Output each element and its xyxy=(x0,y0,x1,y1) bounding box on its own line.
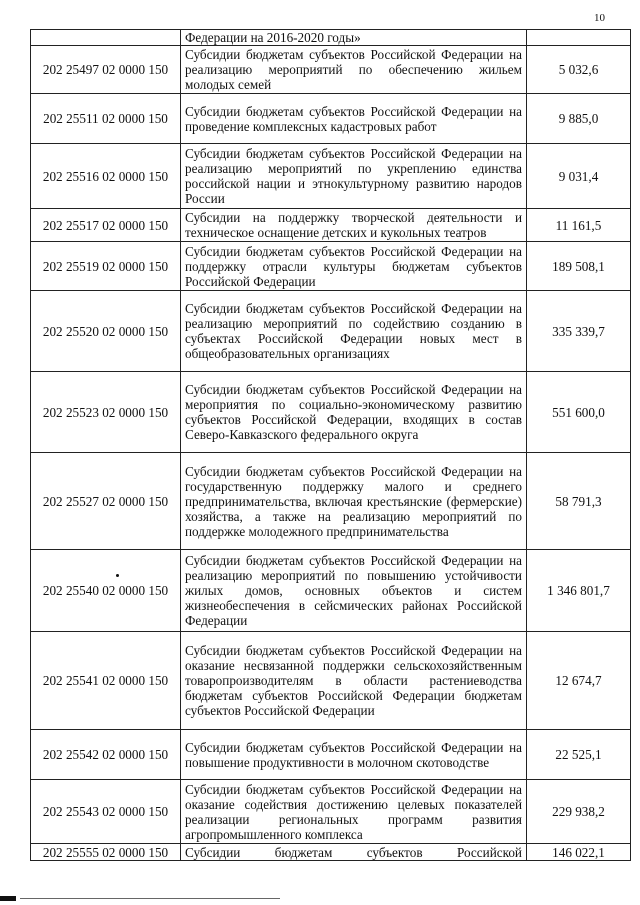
page-number: 10 xyxy=(594,12,605,24)
description-cell: Субсидии бюджетам субъектов Российской Федерации на оказание несвязанной поддержки сельскохозяйственным товаропроизводителям в области растениеводства бюджетам субъектов Российской Федерации бюджетам субъектов Российской Федерации xyxy=(181,632,527,730)
description-cell: Субсидии бюджетам субъектов Российской Федерации на мероприятия по социально-экономическому развитию субъектов Российской Федерации, входящих в состав Северо-Кавказского федерального округа xyxy=(181,372,527,453)
amount-cell: 1 346 801,7 xyxy=(527,550,631,632)
amount-cell: 146 022,1 xyxy=(527,844,631,861)
scan-edge-mark xyxy=(0,896,16,901)
description-cell: Субсидии бюджетам субъектов Российской Федерации на реализацию мероприятий по укреплению единства российской нации и этнокультурному развитию народов России xyxy=(181,144,527,209)
table-row xyxy=(31,209,631,242)
table-row xyxy=(31,291,631,372)
code-cell: 202 25520 02 0000 150 xyxy=(31,291,181,372)
amount-cell: 9 031,4 xyxy=(527,144,631,209)
description-cell: Субсидии бюджетам субъектов Российской xyxy=(181,844,527,861)
budget-table xyxy=(30,29,631,861)
table-row xyxy=(31,453,631,550)
description-cell: Субсидии бюджетам субъектов Российской Федерации на повышение продуктивности в молочном скотоводстве xyxy=(181,730,527,780)
amount-cell: 58 791,3 xyxy=(527,453,631,550)
code-cell: 202 25511 02 0000 150 xyxy=(31,94,181,144)
amount-cell: 12 674,7 xyxy=(527,632,631,730)
code-cell: 202 25523 02 0000 150 xyxy=(31,372,181,453)
description-cell: Субсидии бюджетам субъектов Российской Федерации на реализацию мероприятий по содействию созданию в субъектах Российской Федерации новых мест в общеобразовательных организациях xyxy=(181,291,527,372)
description-cell: Субсидии бюджетам субъектов Российской Федерации на поддержку отрасли культуры бюджетам субъектов Российской Федерации xyxy=(181,242,527,291)
amount-cell: 229 938,2 xyxy=(527,780,631,844)
amount-cell: 335 339,7 xyxy=(527,291,631,372)
amount-cell: 5 032,6 xyxy=(527,46,631,94)
code-cell: 202 25540 02 0000 150 xyxy=(31,550,181,632)
code-cell: 202 25555 02 0000 150 xyxy=(31,844,181,861)
code-cell: 202 25543 02 0000 150 xyxy=(31,780,181,844)
code-cell: 202 25517 02 0000 150 xyxy=(31,209,181,242)
code-cell: 202 25541 02 0000 150 xyxy=(31,632,181,730)
description-cell: Субсидии бюджетам субъектов Российской Федерации на государственную поддержку малого и среднего предпринимательства, включая крестьянские (фермерские) хозяйства, а также на реализацию мероприятий по поддержке молодежного предпринимательства xyxy=(181,453,527,550)
code-cell xyxy=(31,30,181,46)
description-cell: Субсидии бюджетам субъектов Российской Федерации на проведение комплексных кадастровых работ xyxy=(181,94,527,144)
scan-dot xyxy=(116,574,119,577)
table-row xyxy=(31,94,631,144)
amount-cell: 11 161,5 xyxy=(527,209,631,242)
table-row xyxy=(31,372,631,453)
description-cell: Субсидии на поддержку творческой деятельности и техническое оснащение детских и кукольных театров xyxy=(181,209,527,242)
table-row xyxy=(31,632,631,730)
table-row xyxy=(31,242,631,291)
table-row xyxy=(31,730,631,780)
amount-cell: 189 508,1 xyxy=(527,242,631,291)
code-cell: 202 25519 02 0000 150 xyxy=(31,242,181,291)
table-row xyxy=(31,144,631,209)
amount-cell: 22 525,1 xyxy=(527,730,631,780)
table-row xyxy=(31,46,631,94)
code-cell: 202 25497 02 0000 150 xyxy=(31,46,181,94)
code-cell: 202 25542 02 0000 150 xyxy=(31,730,181,780)
table-row xyxy=(31,30,631,46)
amount-cell xyxy=(527,30,631,46)
description-cell: Субсидии бюджетам субъектов Российской Федерации на реализацию мероприятий по обеспечению жильем молодых семей xyxy=(181,46,527,94)
table-row xyxy=(31,844,631,861)
amount-cell: 551 600,0 xyxy=(527,372,631,453)
scan-edge-line xyxy=(20,898,280,899)
description-cell: Субсидии бюджетам субъектов Российской Федерации на реализацию мероприятий по повышению устойчивости жилых домов, основных объектов и систем жизнеобеспечения в сейсмических районах Российской Федерации xyxy=(181,550,527,632)
amount-cell: 9 885,0 xyxy=(527,94,631,144)
table-row xyxy=(31,550,631,632)
description-cell: Субсидии бюджетам субъектов Российской Федерации на оказание содействия достижению целевых показателей реализации региональных программ развития агропромышленного комплекса xyxy=(181,780,527,844)
code-cell: 202 25527 02 0000 150 xyxy=(31,453,181,550)
description-cell: Федерации на 2016-2020 годы» xyxy=(181,30,527,46)
table-row xyxy=(31,780,631,844)
code-cell: 202 25516 02 0000 150 xyxy=(31,144,181,209)
